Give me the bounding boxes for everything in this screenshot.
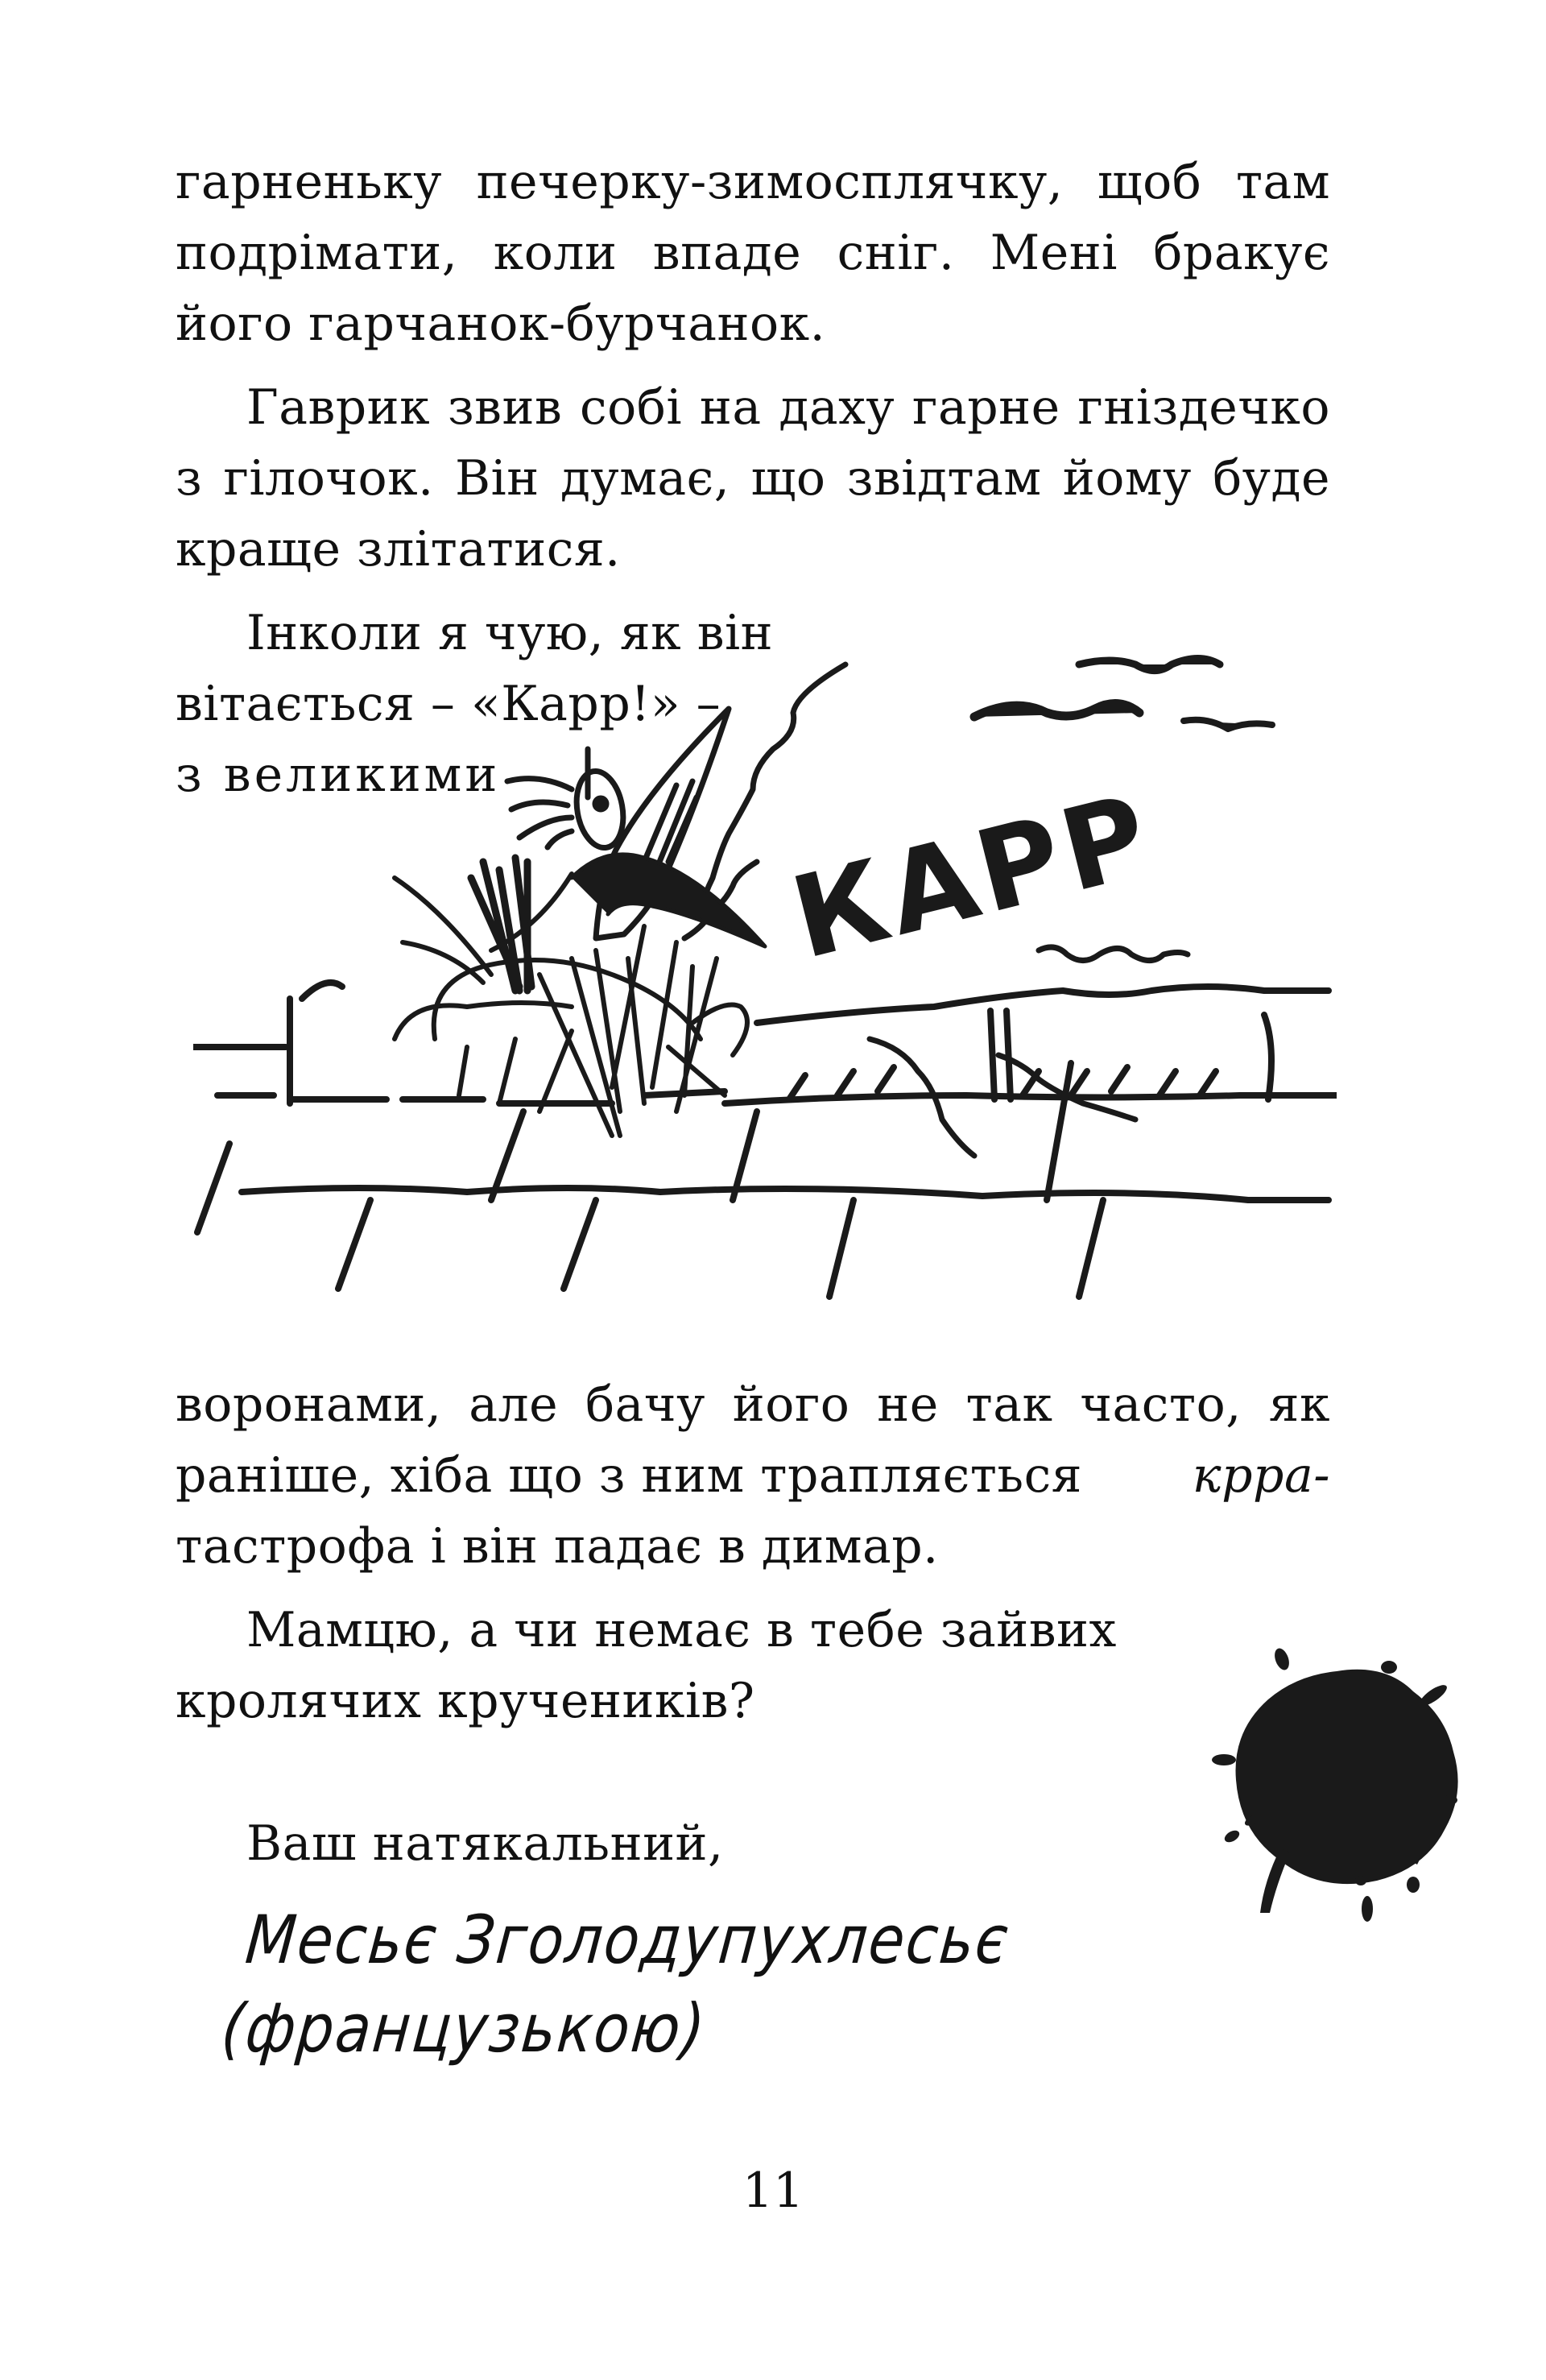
text-line: вітається – «Карр!» – xyxy=(176,676,721,732)
page-number: 11 xyxy=(742,2163,804,2219)
signature-note: (французькою) xyxy=(218,1989,710,2067)
text-line: воронами, але бачу його не так часто, як xyxy=(176,1376,1330,1433)
text-line: з гілочок. Він думає, що звідтам йому буде xyxy=(176,450,1330,507)
italic-wordplay: кppa- xyxy=(1192,1447,1330,1504)
text-line: з великими xyxy=(176,747,501,803)
crow-nest-illustration xyxy=(193,620,1337,1345)
text-line xyxy=(176,1440,1330,1511)
text-line: тастрофа і він падає в димар. xyxy=(176,1518,939,1575)
text-line: гарненьку печерку-зимосплячку, щоб там xyxy=(176,154,1330,210)
text-line: Мамцю, а чи немає в тебе зайвих xyxy=(246,1602,1117,1658)
text-line: його гарчанок-бурчанок. xyxy=(176,296,826,352)
text-line: Гаврик звив собі на даху гарне гніздечко xyxy=(246,379,1330,436)
text-line: краще злітатися. xyxy=(176,521,621,577)
flying-birds-icon xyxy=(974,659,1272,730)
roof-icon xyxy=(193,983,1337,1297)
text-line: кролячих кручеників? xyxy=(176,1673,755,1729)
kapp-sound-text: КАРР xyxy=(779,769,1165,985)
text-segment: раніше, хіба що з ним трапляється xyxy=(176,1447,1098,1504)
signature-line: Месьє Зголодупухлесьє xyxy=(242,1901,1013,1979)
ink-blot-icon xyxy=(1192,1635,1482,1925)
text-line: Інколи я чую, як він xyxy=(246,605,774,661)
text-line: подрімати, коли впаде сніг. Мені бракує xyxy=(176,225,1330,281)
closing-line: Ваш натякальний, xyxy=(246,1815,724,1872)
